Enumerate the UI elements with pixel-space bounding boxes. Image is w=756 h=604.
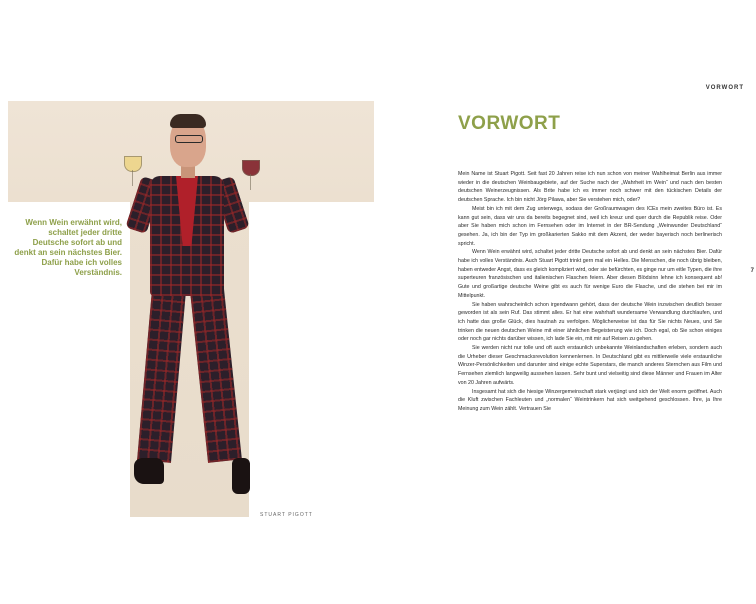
photo-backdrop-stem [130, 201, 249, 517]
pull-quote: Wenn Wein erwähnt wird, schaltet jeder dritte Deutsche sofort ab und denkt an sein nächstes Bier. Dafür habe ich volles Verständnis. [14, 218, 122, 277]
body-paragraph: Meist bin ich mit dem Zug unterwegs, sodass der Großraumwagen des ICEs mein zweites Büro ist. Es kann gut sein, dass wir uns da bereits begegnet sind, weil ich kreuz und quer durch die Republik reise. Oder aber Sie haben mich schon im Fernsehen oder im Internet in der BR-Sendung „Weinwunder Deutschland“ gesehen. Ja, ich bin der Typ im großkarierten Sakko mit dem Akzent, der weder bayerisch noch berlinerisch spricht. [458, 205, 722, 247]
body-paragraph: Sie werden nicht nur tolle und oft auch erstaunlich unbekannte Weinlandschaften erleben, sondern auch die Urheber dieser Geschmacksrevolution kennenlernen. In Deutschland gibt es mittlerweile viele erstaunliche Winzer-Persönlichkeiten und darunter sind einige echte Superstars, die manch anderes Sternchen aus Film und Fernsehen ziemlich langweilig aussehen lassen. Sehr bunt und vielseitig sind diese Männer und Frauen im Alter von 20 Jahren aufwärts. [458, 345, 722, 386]
body-paragraph: Mein Name ist Stuart Pigott. Seit fast 20 Jahren reise ich nun schon von meiner Wahlheimat Berlin aus immer wieder in die deutschen Weinbaugebiete, auf der Suche nach der „Wahrheit im Wein“ und nach den besten deutschen Weinerzeugnissen. Als Brite habe ich es immer noch schwer mit den tückischen Details der deutschen Sprache. Ich bin nicht Jörg Pilawa, aber Sie verstehen mich, oder? [458, 171, 722, 204]
photo-caption: STUART PIGOTT [260, 512, 313, 518]
photo-backdrop-top [8, 101, 374, 202]
section-header-label: VORWORT [705, 85, 744, 91]
body-paragraph: Insgesamt hat sich die hiesige Winzergemeinschaft stark verjüngt und sich der Welt enorm geöffnet. Auch die Kluft zwischen Fachleuten und „normalen“ Weintrinkern hat sich weitgehend geschlossen. Ihre, ja Ihre Meinung zum Wein zählt. Vertrauen Sie [458, 388, 722, 412]
chapter-title: VORWORT [458, 113, 561, 134]
page-number: 7 [750, 268, 754, 274]
body-paragraph: Wenn Wein erwähnt wird, schaltet jeder dritte Deutsche sofort ab und denkt an sein nächstes Bier. Dafür habe ich volles Verständnis. Auch Stuart Pigott trinkt gern mal ein Helles. Die Menschen, die noch übrig bleiben, haben entweder Angst, dass es gleich kompliziert wird, oder sie befürchten, es ginge nur um eitle Typen, die ihre superteuren französischen und italienischen Flaschen feiern. Aber diesen Blödsinn lehne ich konsequent ab! Gute und großartige deutsche Weine gibt es auch für wenige Euro die Flasche, und die stehen bei mir im Mittelpunkt. [458, 249, 722, 299]
body-paragraph: Sie haben wahrscheinlich schon irgendwann gehört, dass der deutsche Wein inzwischen deutlich besser geworden ist als sein Ruf. Das stimmt alles. Er hat eine wahrhaft wundersame Verwandlung durchlaufen, und ich hatte das große Glück, dies hautnah zu verfolgen. Möglicherweise ist das für Sie nichts Neues, und Sie trinken die neuen deutschen Weine mit einer ähnlichen Begeisterung wie ich. Doch egal, ob Sie schon einiges oder noch gar nichts darüber wissen, ich lade Sie ein, mit mir auf Reisen zu gehen. [458, 301, 722, 343]
body-text [458, 170, 722, 414]
